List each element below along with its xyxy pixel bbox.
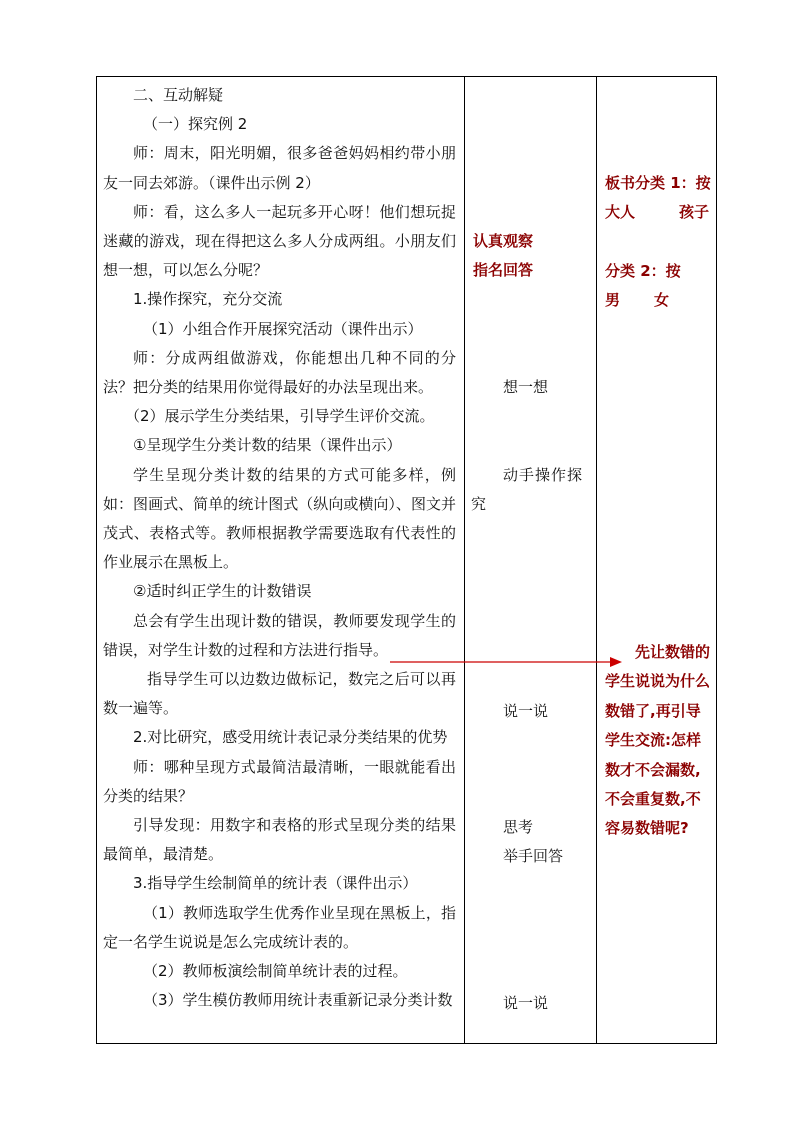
paragraph-6: （1）小组合作开展探究活动（课件出示） <box>143 319 423 338</box>
activity-observe: 认真观察 <box>473 232 534 250</box>
student-activity-column <box>465 77 596 1043</box>
paragraph-11: ②适时纠正学生的计数错误 <box>133 582 312 601</box>
paragraph-16: 引导发现：用数字和表格的形式呈现分类的结果最简单，最清楚。 <box>103 816 456 864</box>
paragraph-17: 3.指导学生绘制简单的统计表（课件出示） <box>133 874 418 893</box>
board-line-2 <box>605 198 713 227</box>
board-line-3: 分类 2：按 <box>605 262 681 280</box>
activity-raise-hand: 举手回答 <box>503 847 564 865</box>
paragraph-8: （2）展示学生分类结果，引导学生评价交流。 <box>125 407 435 426</box>
lesson-table <box>96 76 717 1044</box>
paragraph-18: （1）教师选取学生优秀作业呈现在黑板上，指定一名学生说说是怎么完成统计表的。 <box>103 903 456 951</box>
activity-hands-on-cont: 究 <box>471 495 487 513</box>
activity-hands-on: 动手操作探 <box>503 466 584 484</box>
paragraph-9: ①呈现学生分类计数的结果（课件出示） <box>133 436 402 455</box>
teacher-note: 先让数错的学生说说为什么数错了,再引导学生交流:怎样数才不会漏数,不会重复数,不容易数错呢? <box>605 643 711 838</box>
board-line-1: 板书分类 1：按 <box>605 174 711 192</box>
paragraph-7: 师：分成两组做游戏，你能想出几种不同的分法？把分类的结果用你觉得最好的办法呈现出来。 <box>103 348 456 397</box>
paragraph-5: 1.操作探究，充分交流 <box>133 290 283 309</box>
board-male: 男 <box>605 291 621 309</box>
paragraph-12: 总会有学生出现计数的错误，教师要发现学生的错误，对学生计数的过程和方法进行指导。 <box>103 611 456 659</box>
activity-answer-by-name: 指名回答 <box>473 261 534 279</box>
board-classify-2 <box>605 257 713 315</box>
paragraph-4: 师：看，这么多人一起玩多开心呀！他们想玩捉迷藏的游戏，现在得把这么多人分成两组。小朋友们想一想，可以怎么分呢？ <box>103 202 456 280</box>
board-line-4 <box>605 286 713 315</box>
board-adult: 大人 <box>605 203 636 221</box>
paragraph-20: （3）学生模仿教师用统计表重新记录分类计数 <box>143 991 453 1010</box>
paragraph-10: 学生呈现分类计数的结果的方式可能多样，例如：图画式、简单的统计图式（纵向或横向）、图文并茂式、表格式等。教师根据教学需要选取有代表性的作业展示在黑板上。 <box>103 465 456 572</box>
activity-think: 想一想 <box>503 378 549 396</box>
paragraph-15: 师：哪种呈现方式最简洁最清晰，一眼就能看出分类的结果？ <box>103 757 456 805</box>
paragraph-19: （2）教师板演绘制简单统计表的过程。 <box>143 962 408 981</box>
activity-think-2: 思考 <box>503 818 534 836</box>
design-intent-column <box>597 77 717 1043</box>
paragraph-3: 师：周末，阳光明媚，很多爸爸妈妈相约带小朋友一同去郊游。（课件出示例 2） <box>103 144 456 192</box>
red-arrow-icon <box>390 656 622 668</box>
board-classify-1 <box>605 169 713 227</box>
paragraph-13: 指导学生可以边数边做标记，数完之后可以再数一遍等。 <box>103 670 456 718</box>
paragraph-14: 2.对比研究，感受用统计表记录分类结果的优势 <box>133 728 448 747</box>
activity-say-2: 说一说 <box>503 994 549 1012</box>
board-female: 女 <box>654 291 670 309</box>
paragraph-1: 二、互动解疑 <box>133 86 224 104</box>
board-child: 孩子 <box>678 203 709 221</box>
teaching-process-text <box>103 77 456 1016</box>
teaching-process-column <box>97 77 464 1043</box>
activity-say-1: 说一说 <box>503 702 549 720</box>
paragraph-2: （一）探究例 2 <box>143 115 248 134</box>
